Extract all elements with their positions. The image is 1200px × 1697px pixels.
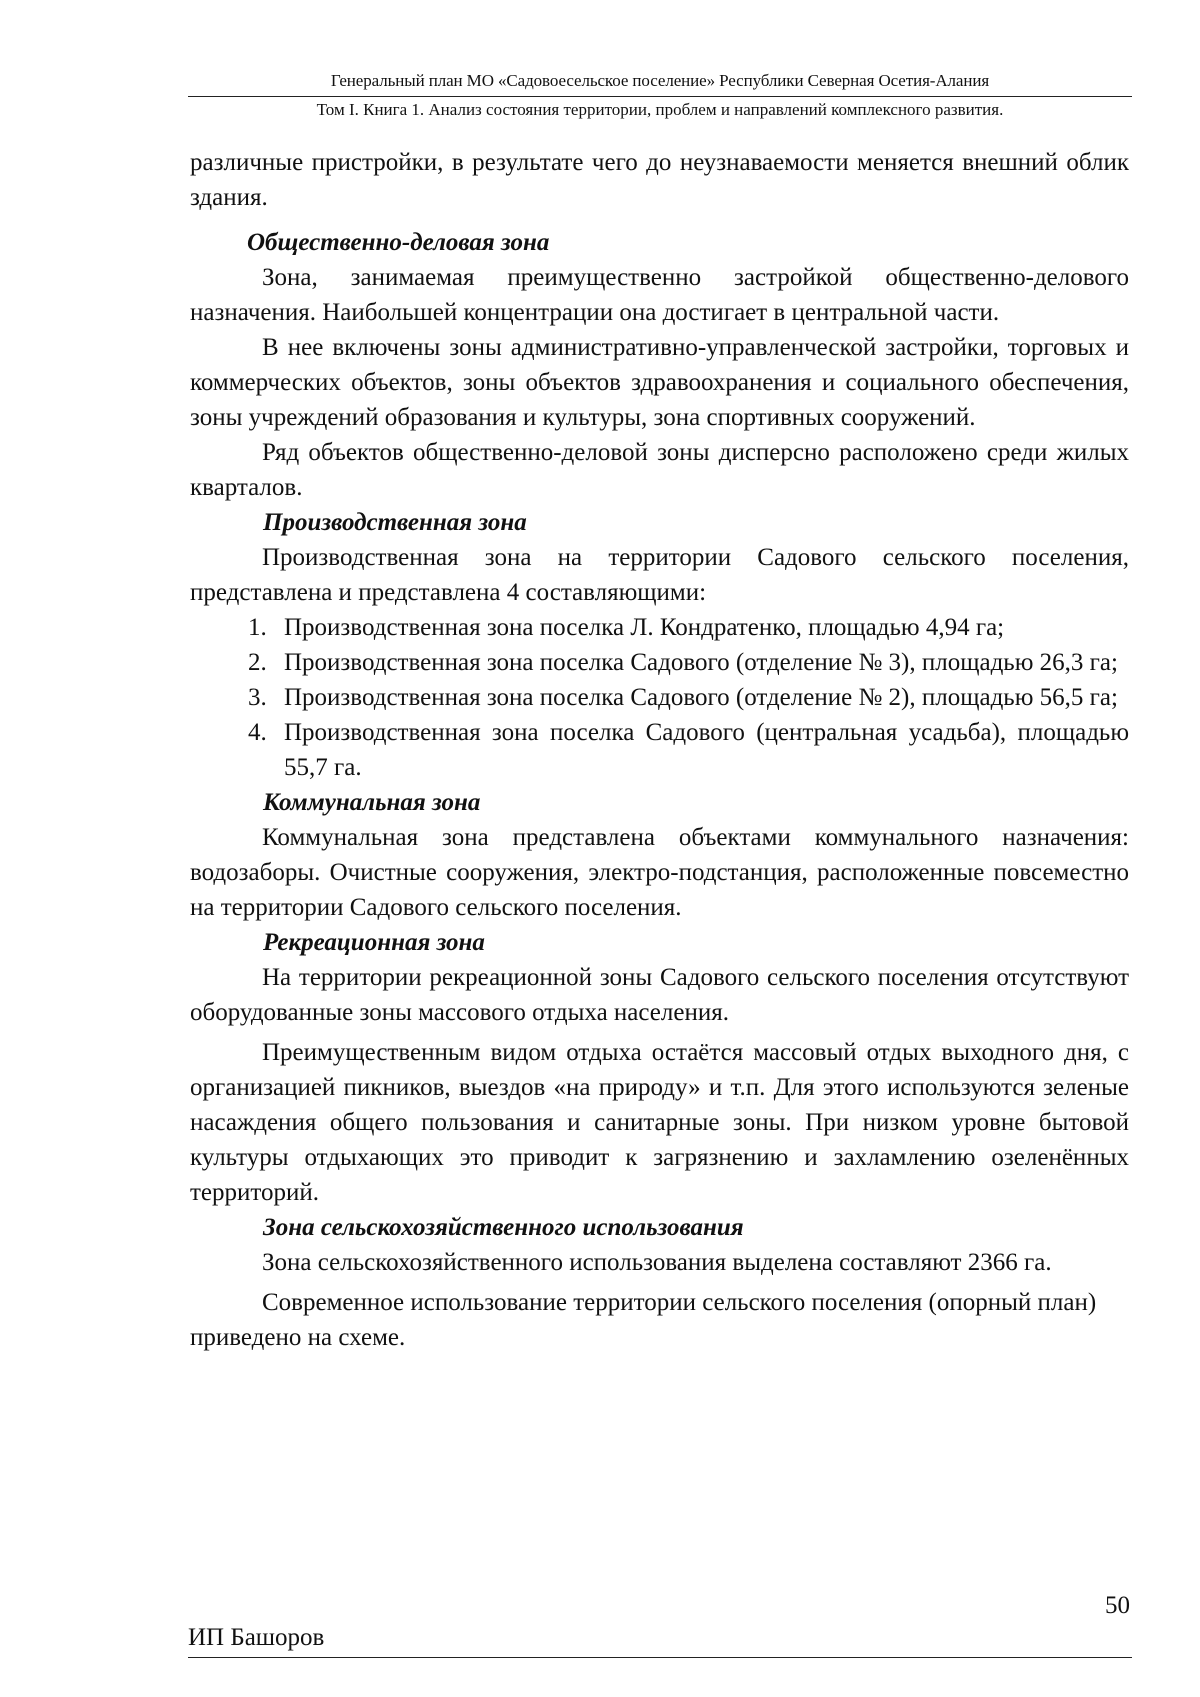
list-number: 4. [248,719,267,746]
list-item [190,645,1129,680]
list-item-text: Производственная зона поселка Садового (центральная усадьба), площадью 55,7 га. [284,719,1129,781]
footer-author: ИП Башоров [188,1624,325,1651]
list-number: 2. [248,649,267,676]
paragraph: Зона сельскохозяйственного использования выделена составляют 2366 га. [262,1249,1052,1276]
header-subtitle: Том I. Книга 1. Анализ состояния территории, проблем и направлений комплексного развития. [316,100,1004,119]
paragraph: Коммунальная зона представлена объектами коммунального назначения: водозаборы. Очистные сооружения, электро-подстанция, расположенные повсеместно на территории Садового сельского поселения. [190,824,1129,921]
page-footer [188,1620,1132,1658]
intro-paragraph: различные пристройки, в результате чего до неузнаваемости меняется внешний облик здания. [190,149,1129,211]
industrial-zones-list [190,610,1129,785]
section-heading-industrial: Производственная зона [263,509,527,536]
paragraph: Преимущественным видом отдыха остаётся массовый отдых выходного дня, с организацией пикников, выездов «на природу» и т.п. Для этого используются зеленые насаждения общего пользования и санитарные зоны. При низком уровне бытовой культуры отдыхающих это приводит к загрязнению и захламлению озеленённых территорий. [190,1039,1129,1206]
footer-divider [188,1657,1132,1658]
list-number: 3. [248,684,267,711]
page-header [188,68,1132,123]
list-item-text: Производственная зона поселка Л. Кондратенко, площадью 4,94 га; [284,614,1005,641]
paragraph: В нее включены зоны административно-управленческой застройки, торговых и коммерческих объектов, зоны объектов здравоохранения и социального обеспечения, зоны учреждений образования и культуры, зона спортивных сооружений. [190,334,1129,431]
section-heading-public-business: Общественно-деловая зона [247,229,550,256]
paragraph: Производственная зона на территории Садового сельского поселения, представлена и представлена 4 составляющими: [190,544,1129,606]
paragraph: Современное использование территории сельского поселения (опорный план) приведено на схеме. [190,1289,1097,1351]
section-heading-agricultural: Зона сельскохозяйственного использования [263,1214,744,1241]
section-heading-recreational: Рекреационная зона [263,929,485,956]
list-item [190,680,1129,715]
list-item [190,610,1129,645]
list-item [190,715,1129,785]
paragraph: На территории рекреационной зоны Садового сельского поселения отсутствуют оборудованные зоны массового отдыха населения. [190,964,1129,1026]
list-item-text: Производственная зона поселка Садового (отделение № 3), площадью 26,3 га; [284,649,1118,676]
header-title: Генеральный план МО «Садовоесельское поселение» Республики Северная Осетия-Алания [330,71,990,90]
section-heading-communal: Коммунальная зона [263,789,481,816]
paragraph: Зона, занимаемая преимущественно застройкой общественно-делового назначения. Наибольшей концентрации она достигает в центральной части. [190,264,1129,326]
page-number: 50 [1105,1592,1130,1619]
document-body [190,145,1129,1355]
paragraph: Ряд объектов общественно-деловой зоны дисперсно расположено среди жилых кварталов. [190,439,1129,501]
list-number: 1. [248,614,267,641]
list-item-text: Производственная зона поселка Садового (отделение № 2), площадью 56,5 га; [284,684,1118,711]
